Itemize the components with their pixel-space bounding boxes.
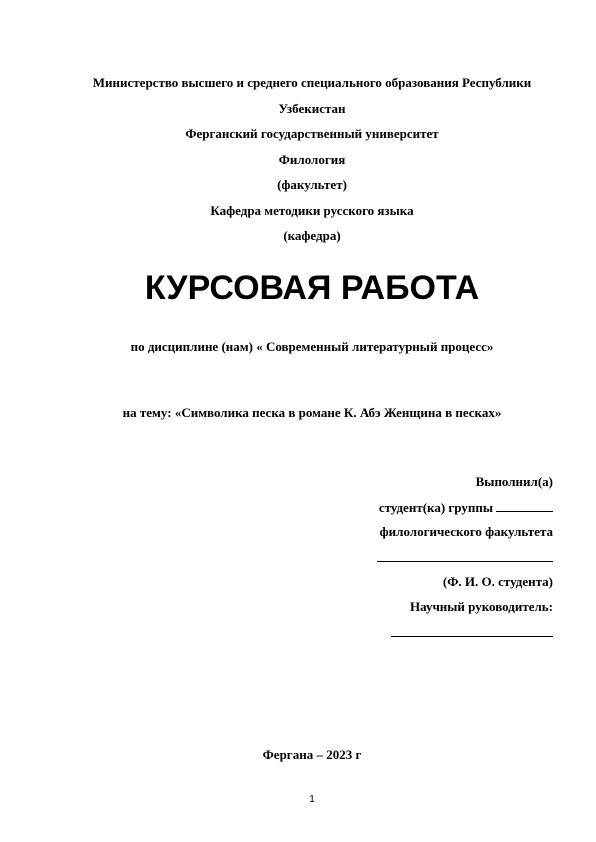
supervisor-name-blank	[391, 622, 553, 637]
faculty-caption-line: (факультет)	[277, 177, 347, 192]
group-blank	[496, 497, 553, 512]
institution-header	[60, 70, 564, 249]
performed-by-label: Выполнил(а)	[475, 474, 553, 489]
performed-by-line	[293, 472, 553, 497]
ministry-line: Министерство высшего и среднего специального образования Республики	[92, 75, 532, 90]
faculty-label: филологического факультета	[379, 524, 553, 539]
student-group-label: студент(ка) группы	[378, 500, 493, 515]
author-info-block	[293, 472, 553, 647]
city-year: Фергана – 2023 г	[262, 747, 362, 762]
supervisor-line	[293, 597, 553, 622]
university-line: Ферганский государственный университет	[185, 126, 439, 141]
student-group-line	[293, 497, 553, 522]
topic-line: на тему: «Символика песка в романе К. Абэ Женщина в песках»	[122, 405, 502, 420]
document-title: КУРСОВАЯ РАБОТА	[144, 269, 480, 307]
faculty-name-line: Филология	[278, 151, 346, 167]
supervisor-label: Научный руководитель:	[410, 599, 553, 614]
department-caption-line: (кафедра)	[283, 228, 341, 243]
discipline-line: по дисциплине (нам) « Современный литературный процесс»	[130, 339, 494, 354]
country-line: Узбекистан	[278, 100, 346, 116]
page-number: 1	[309, 794, 315, 805]
student-name-hint: (Ф. И. О. студента)	[442, 574, 553, 589]
faculty-line	[293, 522, 553, 547]
student-name-blank	[377, 547, 553, 562]
supervisor-blank-line	[293, 622, 553, 647]
student-name-hint-line	[293, 572, 553, 597]
department-name-line: Кафедра методики русского языка	[210, 202, 414, 218]
student-name-blank-line	[293, 547, 553, 572]
